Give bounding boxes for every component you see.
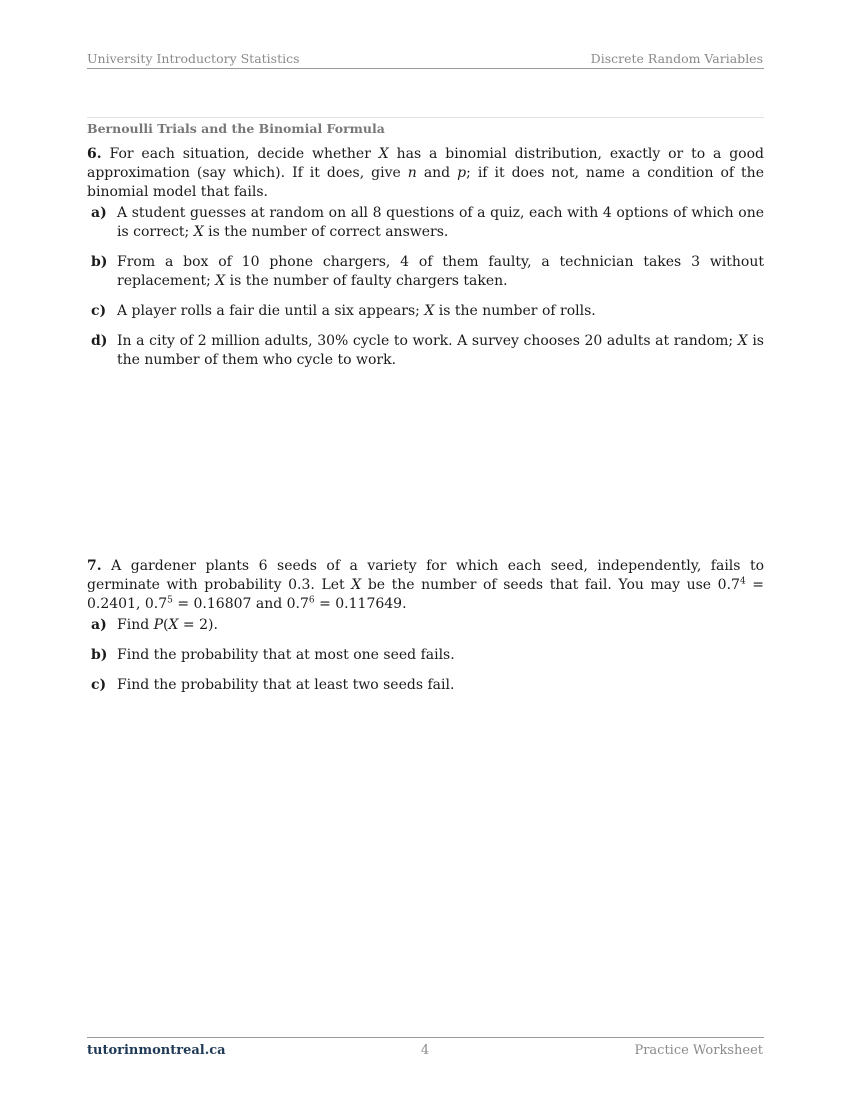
footer-website: tutorinmontreal.ca [87, 1043, 226, 1058]
part-text: = 2). [178, 617, 218, 633]
running-header-course: University Introductory Statistics [87, 51, 300, 66]
part-text: is the number of them who cycle to work. [117, 333, 764, 368]
question-7 [87, 557, 764, 706]
stem-text: and [416, 165, 458, 181]
question-6 [87, 145, 764, 381]
math-var: P [153, 617, 164, 633]
question-number: 7. [87, 558, 102, 574]
stem-text: A gardener plants 6 seeds of a variety for which each seed, independently, fails to germinate with probability 0.3. Let [87, 558, 765, 593]
stem-text: = 0.16807 and 0.7 [172, 596, 309, 612]
part-label: c) [91, 677, 107, 693]
math-var: X [424, 303, 435, 319]
stem-text: = 0.2401, 0.7 [87, 577, 764, 612]
part-text: A student guesses at random on all 8 questions of a quiz, each with 4 options of which one is correct; [117, 205, 764, 240]
question-6-part-d [87, 332, 764, 370]
stem-text: be the number of seeds that fail. You may use 0.7 [361, 577, 740, 593]
part-text: is the number of correct answers. [203, 224, 449, 240]
math-var: n [407, 165, 417, 181]
math-var: X [351, 577, 362, 593]
stem-text: For each situation, decide whether [109, 146, 379, 162]
part-text: is the number of faulty chargers taken. [225, 273, 508, 289]
stem-text: has a binomial distribution, exactly or to a good approximation (say which). If it does, give [87, 146, 764, 181]
question-6-part-c [87, 302, 764, 321]
part-label: b) [91, 647, 108, 663]
part-text: ( [163, 617, 169, 633]
question-6-stem [87, 145, 764, 202]
part-label: a) [91, 205, 107, 221]
math-var: X [215, 273, 226, 289]
question-7-stem [87, 557, 764, 614]
question-7-part-a [87, 616, 764, 635]
part-label: d) [91, 333, 108, 349]
running-header-chapter: Discrete Random Variables [590, 51, 763, 66]
exponent: 5 [167, 595, 173, 606]
part-label: c) [91, 303, 107, 319]
part-text: From a box of 10 phone chargers, 4 of them faulty, a technician takes 3 without replacement; [117, 254, 764, 289]
part-text: In a city of 2 million adults, 30% cycle to work. A survey chooses 20 adults at random; [117, 333, 738, 349]
question-6-part-b [87, 253, 764, 291]
footer-rule [87, 1037, 764, 1038]
part-text: A player rolls a fair die until a six appears; [117, 303, 425, 319]
question-7-part-b [87, 646, 764, 665]
question-7-part-c [87, 676, 764, 695]
part-text: Find the probability that at least two seeds fail. [117, 677, 455, 693]
part-text: Find the probability that at most one seed fails. [117, 647, 455, 663]
exponent: 4 [739, 576, 746, 587]
part-text: Find [117, 617, 154, 633]
part-label: b) [91, 254, 108, 270]
question-number: 6. [87, 146, 102, 162]
stem-text: ; if it does not, name a condition of the binomial model that fails. [87, 165, 764, 200]
math-var: X [737, 333, 748, 349]
question-6-part-a [87, 204, 764, 242]
math-var: p [457, 165, 467, 181]
header-rule [87, 68, 764, 69]
stem-text: = 0.117649. [314, 596, 407, 612]
section-divider [87, 117, 764, 118]
math-var: X [378, 146, 389, 162]
exponent: 6 [308, 595, 315, 606]
math-var: X [193, 224, 204, 240]
footer-label: Practice Worksheet [634, 1043, 763, 1058]
page-number: 4 [420, 1043, 430, 1058]
section-title: Bernoulli Trials and the Binomial Formula [87, 121, 385, 136]
part-text: is the number of rolls. [434, 303, 596, 319]
math-var: X [168, 617, 179, 633]
part-label: a) [91, 617, 107, 633]
